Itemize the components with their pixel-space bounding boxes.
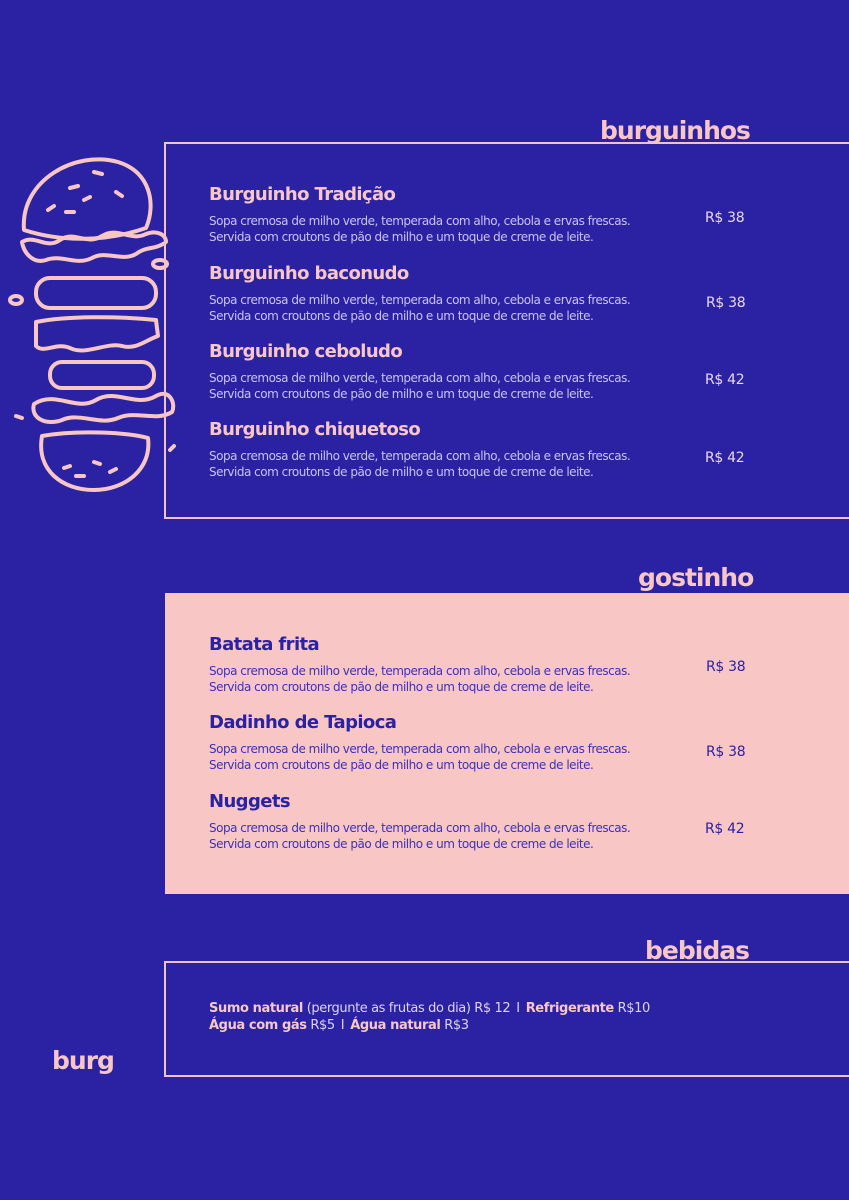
item-name: Batata frita	[209, 634, 320, 655]
drink-separator: I	[340, 1018, 345, 1033]
item-description	[209, 292, 689, 324]
drink-detail: (pergunte as frutas do dia) R$ 12	[302, 1001, 511, 1016]
item-description	[209, 820, 689, 852]
item-desc-line1: Sopa cremosa de milho verde, temperada com alho, cebola e ervas frescas.	[209, 371, 631, 385]
drinks-list	[209, 1000, 769, 1034]
drink-detail: R$5	[306, 1018, 335, 1033]
item-desc-line1: Sopa cremosa de milho verde, temperada com alho, cebola e ervas frescas.	[209, 821, 631, 835]
item-desc-line1: Sopa cremosa de milho verde, temperada com alho, cebola e ervas frescas.	[209, 664, 631, 678]
menu-item	[209, 186, 769, 245]
item-desc-line2: Servida com croutons de pão de milho e um toque de creme de leite.	[209, 837, 594, 851]
item-price: R$ 42	[705, 372, 745, 388]
item-price: R$ 42	[705, 821, 745, 837]
item-desc-line1: Sopa cremosa de milho verde, temperada com alho, cebola e ervas frescas.	[209, 293, 631, 307]
item-description	[209, 663, 689, 695]
item-name: Burguinho Tradição	[209, 184, 396, 205]
item-price: R$ 38	[706, 295, 746, 311]
item-desc-line2: Servida com croutons de pão de milho e um toque de creme de leite.	[209, 758, 594, 772]
item-desc-line2: Servida com croutons de pão de milho e um toque de creme de leite.	[209, 387, 594, 401]
menu-item	[209, 421, 769, 480]
item-desc-line2: Servida com croutons de pão de milho e um toque de creme de leite.	[209, 465, 594, 479]
item-desc-line1: Sopa cremosa de milho verde, temperada com alho, cebola e ervas frescas.	[209, 449, 631, 463]
drink-name: Sumo natural	[209, 1001, 303, 1016]
item-price: R$ 42	[705, 450, 745, 466]
item-name: Burguinho ceboludo	[209, 341, 403, 362]
item-name: Burguinho baconudo	[209, 263, 409, 284]
drinks-line-1	[209, 1000, 769, 1017]
section-title-gostinho: gostinho	[638, 563, 754, 592]
item-desc-line2: Servida com croutons de pão de milho e um toque de creme de leite.	[209, 680, 594, 694]
item-price: R$ 38	[705, 210, 745, 226]
item-description	[209, 741, 689, 773]
item-description	[209, 448, 689, 480]
menu-item	[209, 714, 769, 773]
item-desc-line2: Servida com croutons de pão de milho e um toque de creme de leite.	[209, 230, 594, 244]
drinks-line-2	[209, 1017, 769, 1034]
drink-name: Água com gás	[209, 1018, 307, 1033]
menu-item	[209, 265, 769, 324]
drink-name: Refrigerante	[525, 1001, 614, 1016]
menu-item	[209, 636, 769, 695]
drink-detail: R$3	[440, 1018, 469, 1033]
item-name: Burguinho chiquetoso	[209, 419, 421, 440]
section-title-bebidas: bebidas	[645, 936, 749, 965]
item-desc-line2: Servida com croutons de pão de milho e um toque de creme de leite.	[209, 309, 594, 323]
item-price: R$ 38	[706, 659, 746, 675]
section-title-burguinhos: burguinhos	[600, 116, 750, 145]
item-description	[209, 370, 689, 402]
drink-separator: I	[516, 1001, 520, 1016]
menu-item	[209, 343, 769, 402]
item-price: R$ 38	[706, 744, 746, 760]
item-description	[209, 213, 689, 245]
menu-item	[209, 793, 769, 852]
exploded-burger-icon	[6, 150, 186, 500]
item-name: Dadinho de Tapioca	[209, 712, 397, 733]
item-name: Nuggets	[209, 791, 290, 812]
drink-name: Água natural	[350, 1018, 441, 1033]
brand-logo: burg	[52, 1046, 114, 1075]
item-desc-line1: Sopa cremosa de milho verde, temperada com alho, cebola e ervas frescas.	[209, 742, 631, 756]
item-desc-line1: Sopa cremosa de milho verde, temperada com alho, cebola e ervas frescas.	[209, 214, 631, 228]
drink-detail: R$10	[613, 1001, 650, 1016]
